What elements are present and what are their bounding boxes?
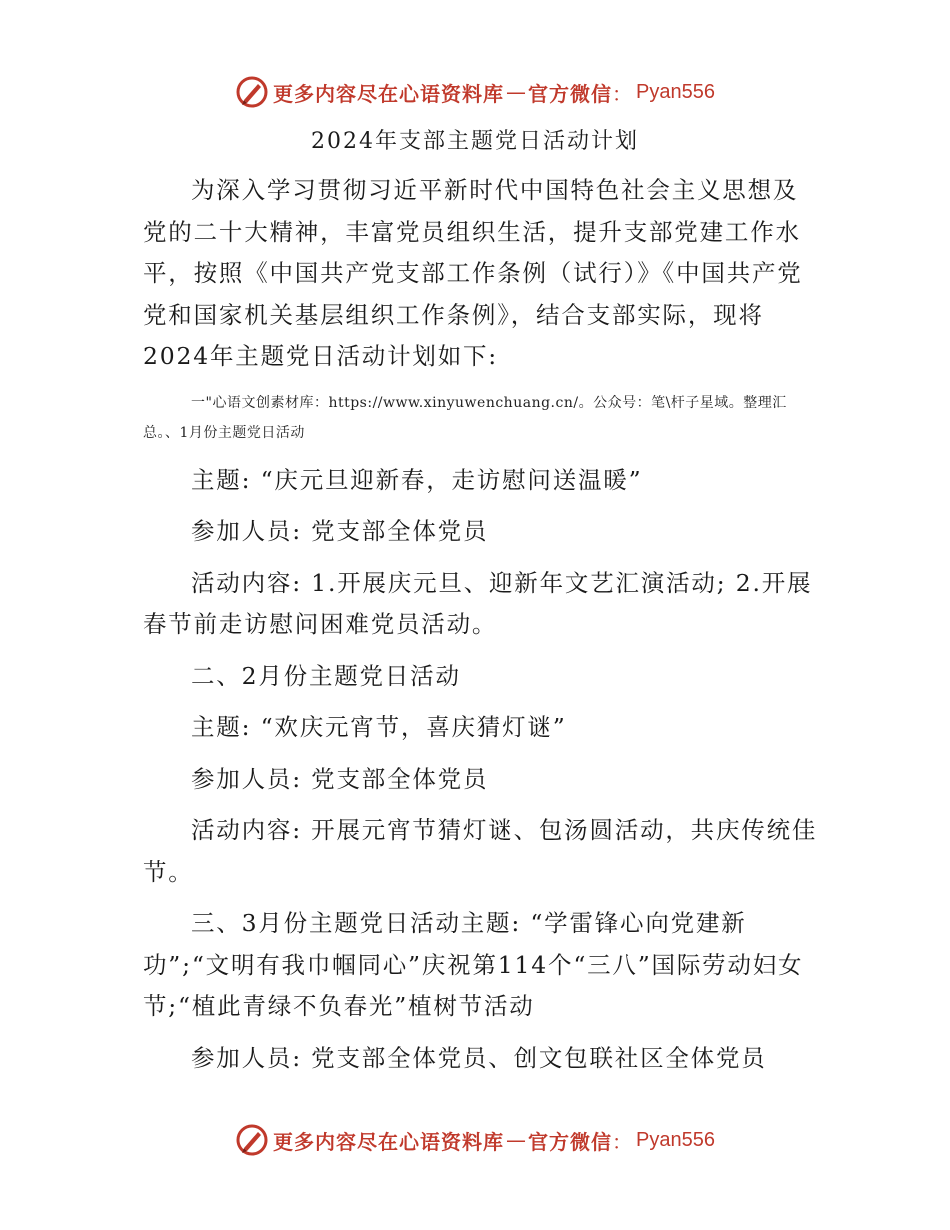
document-body	[143, 170, 823, 1089]
watermark-colon: ：	[612, 1129, 633, 1154]
feb-heading: 二、2月份主题党日活动	[191, 661, 461, 690]
watermark-banner-bottom	[0, 1120, 950, 1160]
mar-heading: 三、3月份主题党日活动主题: “学雷锋心向党建新功”;“文明有我巾帼同心”庆祝第114个“三八”国际劳动妇女节;“植此青绿不负春光”植树节活动	[143, 909, 804, 1020]
document-title: 2024年支部主题党日活动计划	[311, 129, 639, 154]
watermark-wechat-label: 官方微信	[528, 81, 613, 106]
mar-participants: 参加人员: 党支部全体党员、创文包联社区全体党员	[191, 1043, 767, 1072]
watermark-separator: —	[506, 1128, 527, 1152]
watermark-main-text: 更多内容尽在心语资料库	[273, 81, 505, 106]
watermark-banner-top	[0, 72, 950, 112]
watermark-wechat-id: Pyan556	[636, 80, 715, 103]
watermark-main-text: 更多内容尽在心语资料库	[273, 1129, 505, 1154]
feb-content: 活动内容: 开展元宵节猜灯谜、包汤圆活动，共庆传统佳节。	[143, 816, 818, 886]
jan-content: 活动内容: 1.开展庆元旦、迎新年文艺汇演活动; 2.开展春节前走访慰问困难党员活动。	[143, 568, 813, 638]
jan-participants: 参加人员: 党支部全体党员	[191, 517, 489, 545]
watermark-wechat-id: Pyan556	[636, 1128, 715, 1151]
intro-paragraph: 为深入学习贯彻习近平新时代中国特色社会主义思想及党的二十大精神，丰富党员组织生活，提升支部党建工作水平，按照《中国共产党支部工作条例（试行）》《中国共产党党和国家机关基层组织工作条例》，结合支部实际，现将2024年主题党日活动计划如下:	[143, 176, 803, 370]
feb-participants: 参加人员: 党支部全体党员	[191, 764, 489, 793]
watermark-wechat-label: 官方微信	[528, 1129, 613, 1154]
watermark-separator: —	[506, 80, 527, 104]
jan-theme: 主题: “庆元旦迎新春，走访慰问送温暖”	[191, 465, 643, 494]
source-note: 一"心语文创素材库：https://www.xinyuwenchuang.cn/。公众号：笔\杆子星域。整理汇总。、1月份主题党日活动	[143, 394, 787, 441]
pen-logo-icon	[235, 75, 269, 109]
pen-logo-icon	[235, 1123, 269, 1157]
watermark-colon: ：	[612, 81, 633, 106]
feb-theme: 主题: “欢庆元宵节，喜庆猜灯谜”	[191, 713, 567, 741]
